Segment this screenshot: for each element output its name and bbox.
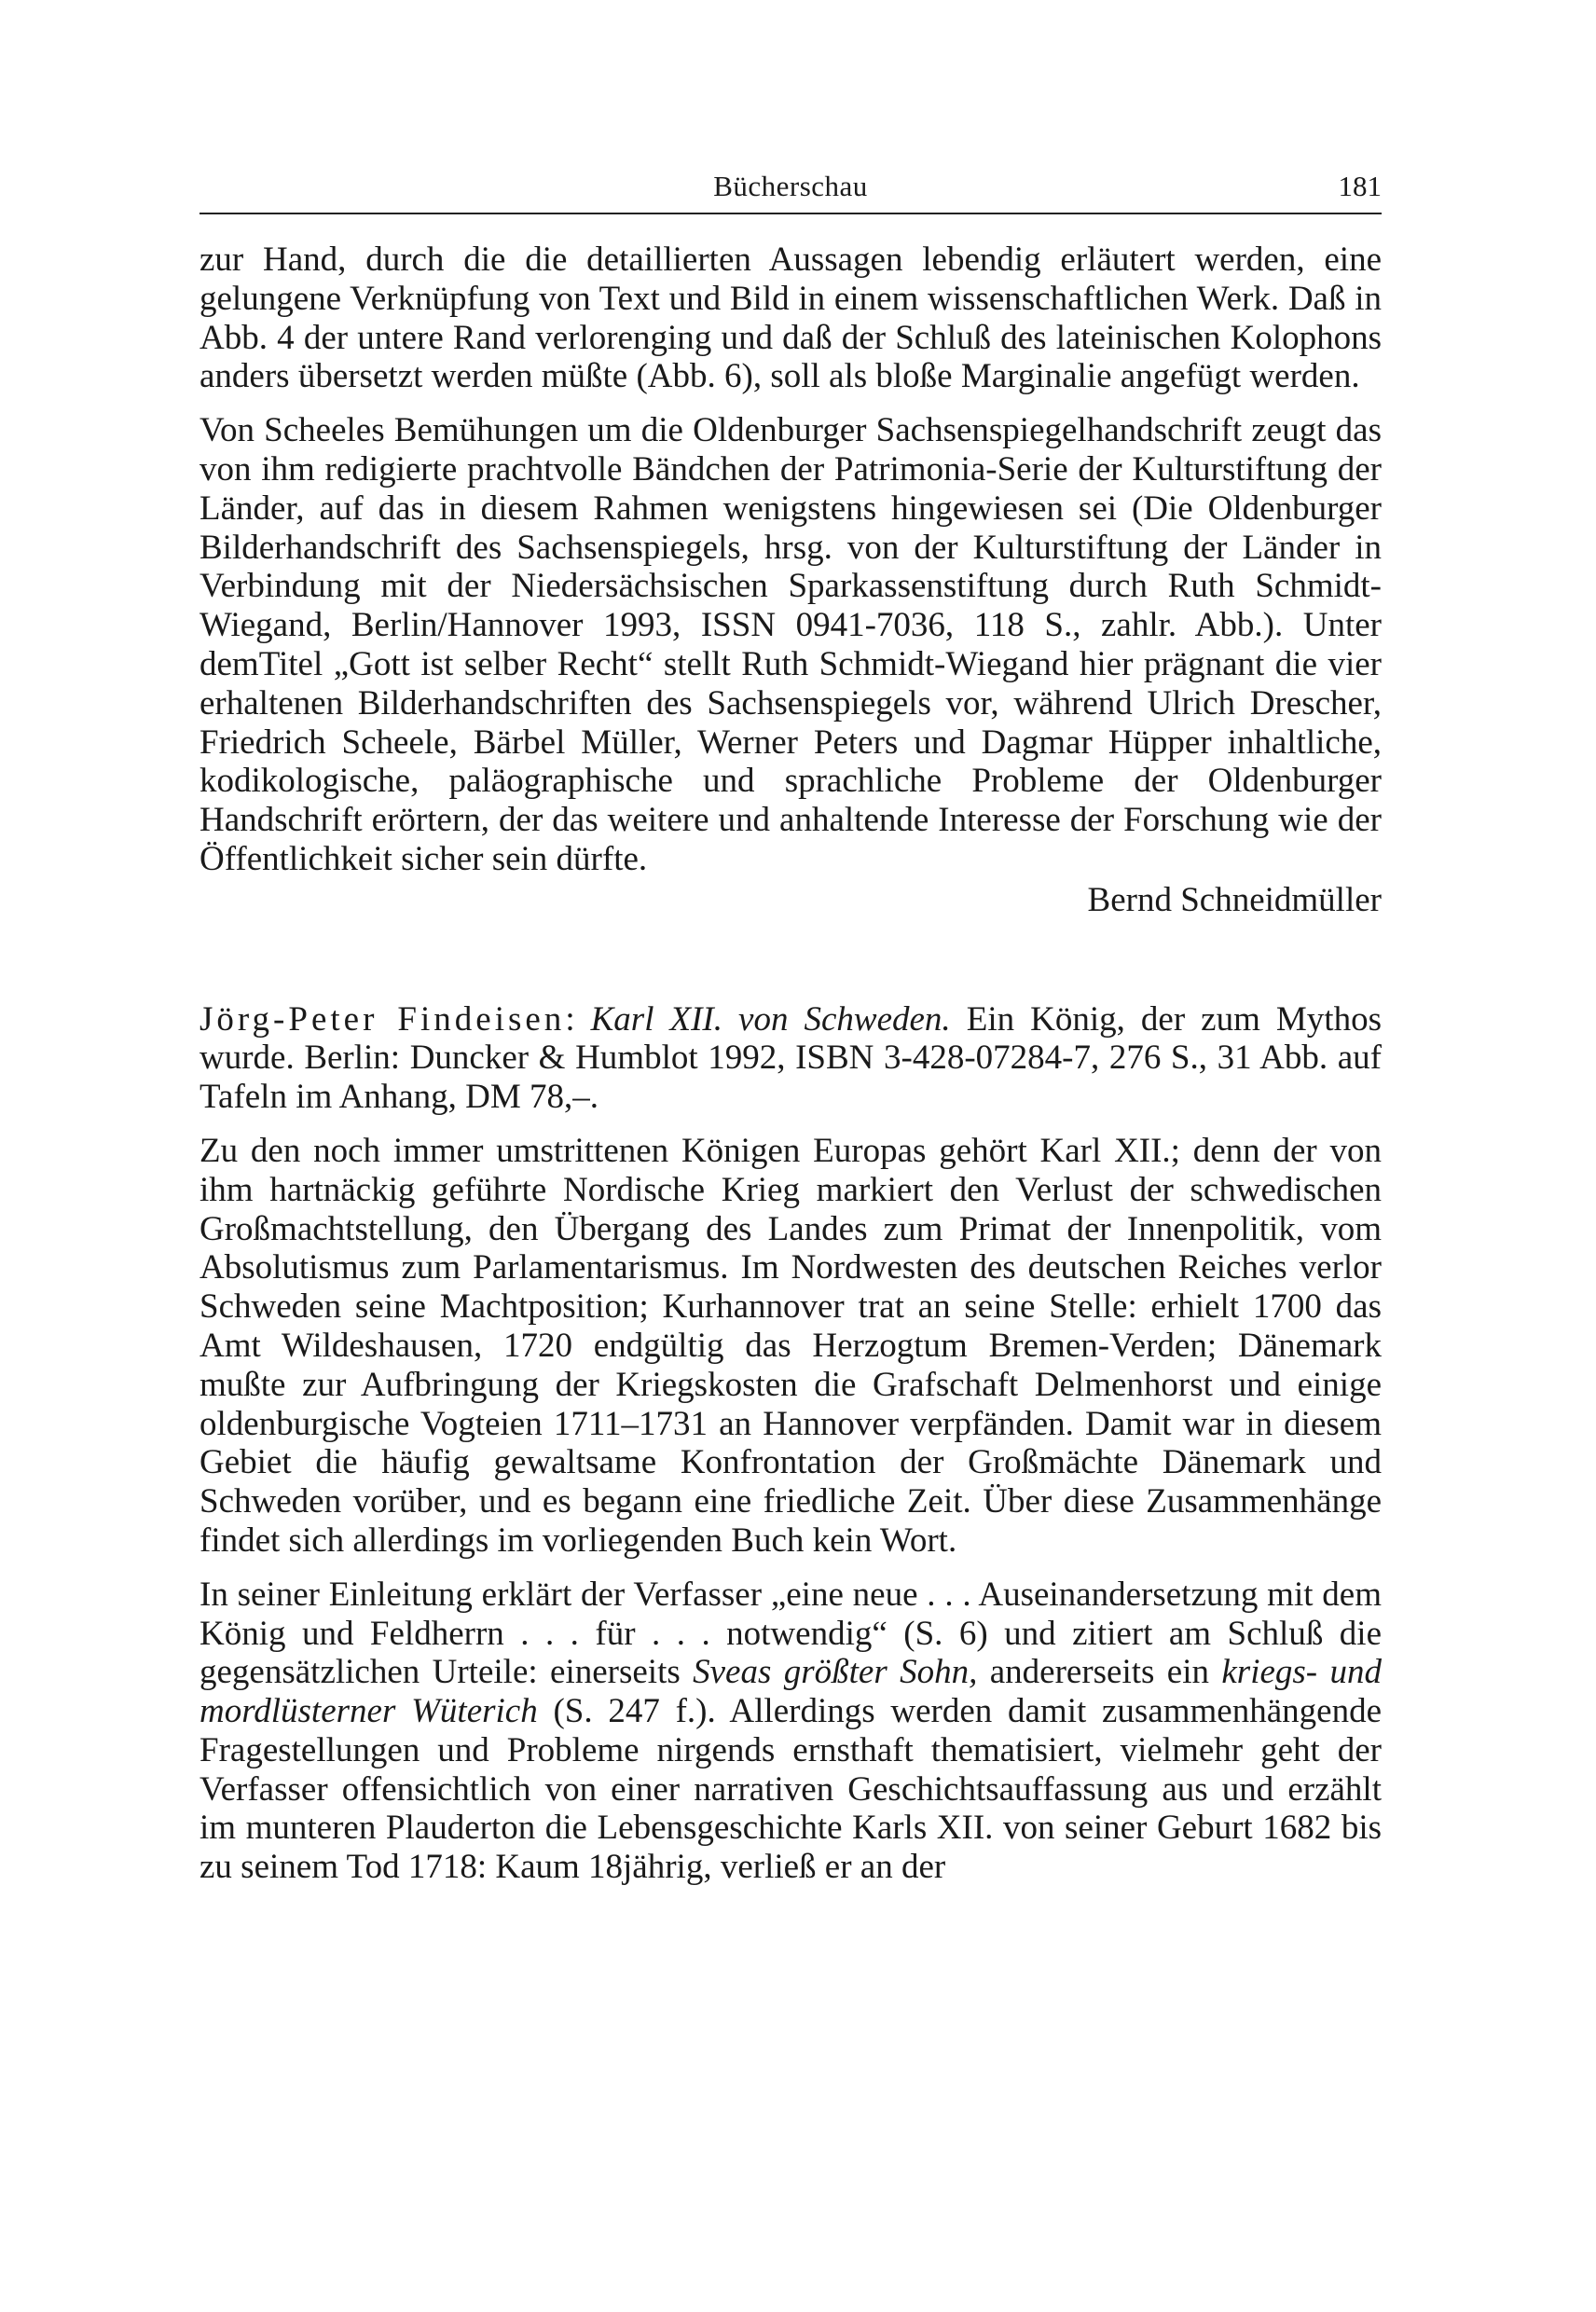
section-gap bbox=[200, 920, 1382, 1000]
document-page bbox=[200, 168, 1382, 1887]
review2-paragraph-2-italic-1: Sveas größter Sohn, bbox=[693, 1653, 978, 1692]
book-author: Jörg-Peter Findeisen bbox=[200, 999, 566, 1039]
review1-paragraph-2: Von Scheeles Bemühungen um die Oldenburger Sachsenspiegelhandschrift zeugt das von ihm redigierte prachtvolle Bändchen der Patrimonia-Serie der Kulturstiftung der Länder, auf das in diesem Rahmen wenigstens hingewiesen sei (Die Oldenburger Bilderhandschrift des Sachsenspiegels, hrsg. von der Kulturstiftung der Länder in Verbindung mit der Niedersächsischen Sparkassenstiftung durch Ruth Schmidt-Wiegand, Berlin/Hannover 1993, ISSN 0941-7036, 118 S., zahlr. Abb.). Unter demTitel „Gott ist selber Recht“ stellt Ruth Schmidt-Wiegand hier prägnant die vier erhaltenen Bilderhandschriften des Sachsenspiegels vor, während Ulrich Drescher, Friedrich Scheele, Bärbel Müller, Werner Peters und Dagmar Hüpper inhaltliche, kodikologische, paläographische und sprachliche Probleme der Oldenburger Handschrift erörtern, der das weitere und anhaltende Interesse der Forschung wie der Öffentlichkeit sicher sein dürfte. bbox=[200, 411, 1382, 878]
reviewer-signature: Bernd Schneidmüller bbox=[1087, 880, 1382, 919]
running-title: Bücherschau bbox=[713, 170, 868, 202]
review2-paragraph-2-italic-2: kriegs- und mordlüsterner Wüterich bbox=[200, 1653, 1382, 1731]
review1-paragraph-1: zur Hand, durch die die detaillierten Aussagen lebendig erläutert werden, eine gelungene Verknüpfung von Text und Bild in einem wissenschaftlichen Werk. Daß in Abb. 4 der untere Rand verlorenging und daß der Schluß des lateinischen Kolophons anders übersetzt werden müßte (Abb. 6), soll als bloße Marginalie angefügt werden. bbox=[200, 241, 1382, 396]
running-head bbox=[200, 168, 1382, 214]
book-author-separator: : bbox=[565, 999, 591, 1039]
review2-paragraph-1: Zu den noch immer umstrittenen Königen Europas gehört Karl XII.; denn der von ihm hartnäckig geführte Nordische Krieg markiert den Verlust der schwedischen Großmachtstellung, den Übergang des Landes zum Primat der Innenpolitik, vom Absolutismus zum Parlamentarismus. Im Nordwesten des deutschen Reiches verlor Schweden seine Machtposition; Kurhannover trat an seine Stelle: erhielt 1700 das Amt Wildeshausen, 1720 endgültig das Herzogtum Bremen-Verden; Dänemark mußte zur Aufbringung der Kriegskosten die Grafschaft Delmenhorst und einige oldenburgische Vogteien 1711–1731 an Hannover verpfänden. Damit war in diesem Gebiet die häufig gewaltsame Konfrontation der Großmächte Dänemark und Schweden vorüber, und es begann eine friedliche Zeit. Über diese Zusammenhänge findet sich allerdings im vorliegenden Buch kein Wort. bbox=[200, 1131, 1382, 1560]
book-title: Karl XII. von Schweden. bbox=[590, 999, 951, 1039]
book-details: Ein König, der zum Mythos wurde. Berlin: Duncker & Humblot 1992, ISBN 3-428-07284-7, 276 S., 31 Abb. auf Tafeln im Anhang, DM 78,–. bbox=[200, 999, 1382, 1117]
review2-paragraph-2-part-1: In seiner Einleitung erklärt der Verfasser „eine neue . . . Auseinandersetzung mit dem König und Feldherrn . . . für . . . notwendig“ (S. 6) und zitiert am Schluß die gegensätzlichen Urteile: einerseits bbox=[200, 1575, 1382, 1692]
page-content bbox=[200, 241, 1382, 1887]
review2-paragraph-2 bbox=[200, 1576, 1382, 1887]
review2-paragraph-2-part-2: andererseits ein bbox=[977, 1653, 1222, 1692]
page-number: 181 bbox=[1338, 170, 1382, 202]
review2-paragraph-2-part-3: (S. 247 f.). Allerdings werden damit zusammenhängende Fragestellungen und Probleme nirgends ernsthaft thematisiert, vielmehr geht der Verfasser offensichtlich von einer narrativen Geschichtsauffassung aus und erzählt im munteren Plauderton die Lebensgeschichte Karls XII. von seiner Geburt 1682 bis zu seinem Tod 1718: Kaum 18jährig, verließ er an der bbox=[200, 1692, 1382, 1887]
book-bibliographic-entry bbox=[200, 1000, 1382, 1117]
